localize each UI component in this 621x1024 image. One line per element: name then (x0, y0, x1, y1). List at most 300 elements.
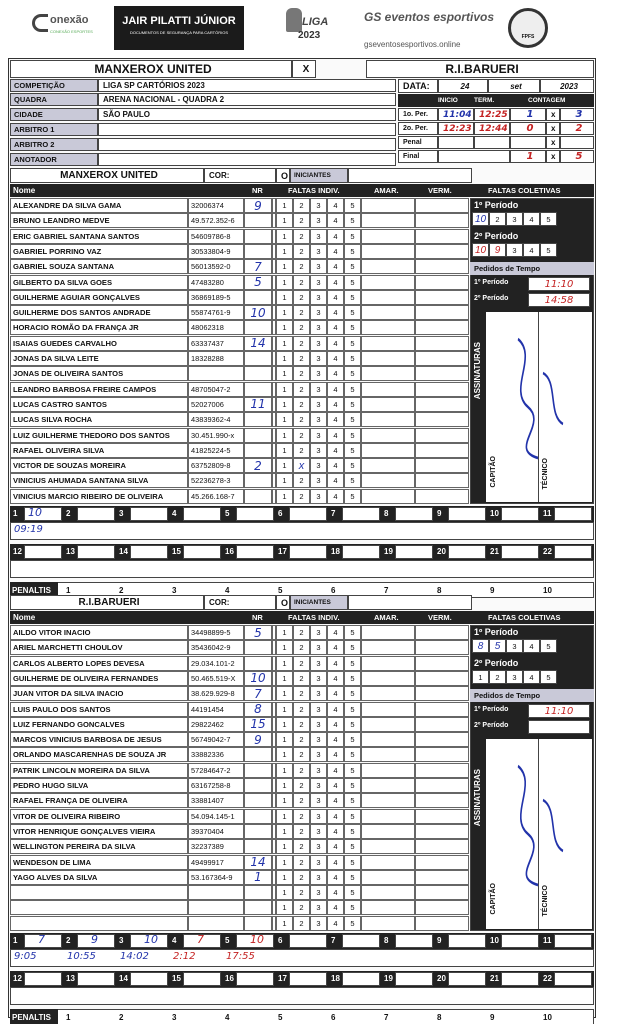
team1-foul-box: 3 (310, 382, 327, 397)
team1-player-name: RAFAEL OLIVEIRA SILVA (10, 443, 188, 458)
team2-goal-num: 7 (331, 936, 336, 945)
team2-goal-time: 17:55 (226, 951, 255, 962)
team1-player-name: GUILHERME AGUIAR GONÇALVES (10, 290, 188, 305)
team1-foul-box: 5 (344, 443, 361, 458)
team1-penalti-num: 6 (331, 586, 336, 595)
team2-amar-cell (361, 763, 415, 778)
team2-player-nr (244, 916, 272, 931)
team2-player-id: 39370404 (188, 824, 244, 839)
team1-amar-cell (361, 351, 415, 366)
team2-head-nome: Nome (13, 613, 36, 622)
team1-player-name: JONAS DE OLIVEIRA SANTOS (10, 366, 188, 381)
liga-logo-text: LIGA (302, 16, 329, 28)
team1-foul-box: 4 (327, 428, 344, 443)
team2-foul-box: 4 (327, 656, 344, 671)
team2-goal-box (554, 934, 592, 948)
team2-foul-box: 2 (293, 900, 310, 915)
team2-foul-box: 3 (310, 656, 327, 671)
team2-foul-box: 3 (310, 640, 327, 655)
team2-goal-num: 18 (331, 974, 340, 983)
team2-foul-box: 5 (344, 702, 361, 717)
team2-goal-num: 3 (119, 936, 124, 945)
team2-verm-cell (415, 763, 469, 778)
team1-player-nr (244, 351, 272, 366)
team2-col1-box: 5 (489, 639, 506, 653)
date-year: 2023 (540, 79, 594, 93)
team2-foul-box: 1 (276, 686, 293, 701)
team2-player-nr (244, 824, 272, 839)
team1-goal-num: 2 (66, 509, 71, 518)
team2-col1-box: 3 (506, 639, 523, 653)
team2-goals-strip (10, 949, 594, 967)
team2-foul-box: 5 (344, 640, 361, 655)
team1-player-nr: 2 (244, 458, 272, 473)
team1-verm-cell (415, 244, 469, 259)
team1-foul-box: 4 (327, 290, 344, 305)
team1-col1-box: 2 (489, 212, 506, 226)
team2-foul-box: 5 (344, 839, 361, 854)
team2-signature (498, 749, 588, 919)
sponsor-banner (114, 6, 244, 50)
team1-goal-num: 3 (119, 509, 124, 518)
team2-amar-cell (361, 824, 415, 839)
team1-foul-box: 5 (344, 382, 361, 397)
team1-player-nr (244, 244, 272, 259)
team1-player-name: GILBERTO DA SILVA GOES (10, 275, 188, 290)
team1-verm-cell (415, 351, 469, 366)
team1-capitao: CAPITÃO (490, 456, 497, 488)
team1-goal-box (448, 545, 486, 559)
team2-player-name: RAFAEL FRANÇA DE OLIVEIRA (10, 793, 188, 808)
cidade-value: SÃO PAULO (98, 108, 396, 121)
team2-foul-box: 3 (310, 778, 327, 793)
final-home-score: 1 (510, 150, 546, 163)
team1-player-name: VINICIUS AHUMADA SANTANA SILVA (10, 473, 188, 488)
team2-col2-box: 2 (489, 670, 506, 684)
team2-goal-num: 9 (437, 936, 442, 945)
team1-foul-box: 1 (276, 244, 293, 259)
team2-foul-box: 1 (276, 671, 293, 686)
team2-amar-cell (361, 702, 415, 717)
team2-foul-box: 5 (344, 747, 361, 762)
team1-player-name: LUIZ GUILHERME THEDORO DOS SANTOS (10, 428, 188, 443)
team2-foul-box: 4 (327, 702, 344, 717)
team2-foul-box: 1 (276, 916, 293, 931)
team1-foul-box: 3 (310, 473, 327, 488)
away-team-title: R.I.BARUERI (366, 60, 594, 78)
team2-foul-box: 2 (293, 839, 310, 854)
team1-player-nr (244, 443, 272, 458)
team2-foul-box: 5 (344, 686, 361, 701)
team1-amar-cell (361, 458, 415, 473)
team2-player-name: WENDESON DE LIMA (10, 855, 188, 870)
team2-player-nr (244, 793, 272, 808)
team1-foul-box: 5 (344, 275, 361, 290)
team2-goal-box (554, 972, 592, 986)
team1-player-nr (244, 320, 272, 335)
team2-verm-cell (415, 870, 469, 885)
team1-player-id: 30.451.990-x (188, 428, 244, 443)
team2-player-id: 29822462 (188, 717, 244, 732)
team1-goal-num: 13 (66, 547, 75, 556)
team2-foul-box: 5 (344, 900, 361, 915)
team1-foul-box: 3 (310, 320, 327, 335)
team2-foul-box: 1 (276, 763, 293, 778)
team2-foul-box: 1 (276, 885, 293, 900)
p1-end: 12:25 (474, 108, 510, 121)
team1-iniciantes: INICIANTES (290, 168, 348, 183)
team1-head-nome: Nome (13, 186, 36, 195)
team1-player-id: 36869189-5 (188, 290, 244, 305)
team1-foul-box: 5 (344, 320, 361, 335)
team2-penalti-num: 7 (384, 1013, 389, 1022)
team1-foul-box: 5 (344, 259, 361, 274)
p1-away-score: 3 (560, 108, 594, 121)
team2-penaltis-bar (10, 1009, 594, 1024)
team2-goal-box (342, 972, 380, 986)
team2-foul-box: 2 (293, 717, 310, 732)
team2-foul-box: 3 (310, 625, 327, 640)
competicao-value: LIGA SP CARTÓRIOS 2023 (98, 79, 396, 92)
team2-foul-box: 4 (327, 686, 344, 701)
team1-player-name: HORACIO ROMÃO DA FRANÇA JR (10, 320, 188, 335)
team1-foul-box: 1 (276, 489, 293, 504)
team1-verm-cell (415, 382, 469, 397)
team2-foul-box: 3 (310, 717, 327, 732)
team2-player-name: PATRIK LINCOLN MOREIRA DA SILVA (10, 763, 188, 778)
team1-foul-box: 4 (327, 244, 344, 259)
team2-pedidos-label: Pedidos de Tempo (470, 689, 594, 702)
team2-goal-num: 15 (172, 974, 181, 983)
team1-foul-box: 1 (276, 259, 293, 274)
team2-foul-box: 5 (344, 671, 361, 686)
team2-goal-box (130, 972, 168, 986)
team1-goal-box (501, 507, 539, 521)
team2-title: R.I.BARUERI (10, 595, 204, 610)
team1-foul-box: 4 (327, 382, 344, 397)
team1-col2-box: 10 (472, 243, 489, 257)
team2-verm-cell (415, 717, 469, 732)
team2-foul-box: 5 (344, 656, 361, 671)
team1-foul-box: 5 (344, 458, 361, 473)
team1-verm-cell (415, 489, 469, 504)
team2-verm-cell (415, 839, 469, 854)
team2-verm-cell (415, 656, 469, 671)
team2-foul-box: 2 (293, 809, 310, 824)
team1-foul-box: 3 (310, 198, 327, 213)
team2-verm-cell (415, 747, 469, 762)
team2-penalti-num: 8 (437, 1013, 442, 1022)
team2-player-nr: 7 (244, 686, 272, 701)
team1-col2-box: 9 (489, 243, 506, 257)
team1-player-id: 52027006 (188, 397, 244, 412)
team1-verm-cell (415, 458, 469, 473)
team2-goal-num: 8 (384, 936, 389, 945)
team2-amar-cell (361, 809, 415, 824)
team1-goal-num: 9 (437, 509, 442, 518)
team2-player-nr: 5 (244, 625, 272, 640)
team2-goal-num: 12 (13, 974, 22, 983)
team2-player-id (188, 885, 244, 900)
team1-player-id: 43839362-4 (188, 412, 244, 427)
team2-foul-box: 3 (310, 702, 327, 717)
team2-timeout1-box: 11:10 (528, 704, 590, 718)
team2-player-id (188, 916, 244, 931)
team1-player-nr (244, 489, 272, 504)
team2-goal-num: 22 (543, 974, 552, 983)
team2-timeout2-box (528, 720, 590, 734)
team1-head-faltas-col: FALTAS COLETIVAS (488, 186, 561, 195)
team1-verm-cell (415, 198, 469, 213)
team1-amar-cell (361, 397, 415, 412)
team2-player-nr: 10 (244, 671, 272, 686)
team2-verm-cell (415, 732, 469, 747)
arbitro1-value (98, 123, 396, 136)
team2-player-nr: 9 (244, 732, 272, 747)
team2-foul-box: 2 (293, 732, 310, 747)
team1-timeout1-box: 11:10 (528, 277, 590, 291)
team1-goal-box (77, 507, 115, 521)
team1-foul-box: 5 (344, 397, 361, 412)
team1-goal-box (395, 545, 433, 559)
team2-goal-num: 4 (172, 936, 177, 945)
team1-player-id: 18328288 (188, 351, 244, 366)
team1-player-id: 56013592-0 (188, 259, 244, 274)
team1-foul-box: 3 (310, 412, 327, 427)
team2-foul-box: 3 (310, 900, 327, 915)
team1-goal-num: 12 (13, 547, 22, 556)
team1-goal-box (24, 545, 62, 559)
fpfs-text: FPFS (521, 34, 535, 40)
team1-foul-box: 4 (327, 336, 344, 351)
team1-foul-box: 5 (344, 489, 361, 504)
team1-verm-cell (415, 290, 469, 305)
team2-goal-num: 21 (490, 974, 499, 983)
team1-goal-num: 1 (13, 509, 18, 518)
team2-goal-box (501, 972, 539, 986)
team1-foul-box: 5 (344, 244, 361, 259)
team2-penalti-num: 5 (278, 1013, 283, 1022)
team2-goal-num: 11 (543, 936, 552, 945)
team2-foul-box: 5 (344, 916, 361, 931)
team2-foul-box: 1 (276, 732, 293, 747)
team2-player-id: 49499917 (188, 855, 244, 870)
team2-amar-cell (361, 900, 415, 915)
team2-player-id: 54.094.145-1 (188, 809, 244, 824)
team2-foul-box: 2 (293, 916, 310, 931)
team1-goal-num: 8 (384, 509, 389, 518)
team1-verm-cell (415, 213, 469, 228)
team2-cor-circle: O (276, 595, 290, 610)
team2-goal-num: 5 (225, 936, 230, 945)
team1-col1-box: 5 (540, 212, 557, 226)
team1-player-id: 30533804-9 (188, 244, 244, 259)
team2-iniciantes: INICIANTES (290, 595, 348, 610)
team2-foul-box: 1 (276, 778, 293, 793)
team1-foul-box: 1 (276, 351, 293, 366)
team1-goals-strip (10, 522, 594, 540)
team1-goal-num: 7 (331, 509, 336, 518)
team2-player-name: JUAN VITOR DA SILVA INACIO (10, 686, 188, 701)
team1-player-nr: 9 (244, 198, 272, 213)
team1-player-nr (244, 382, 272, 397)
p2-away-score: 2 (560, 122, 594, 135)
team1-verm-cell (415, 305, 469, 320)
wifi-icon (32, 14, 48, 32)
team1-foul-box: 1 (276, 428, 293, 443)
label-data: DATA: (398, 79, 438, 93)
team2-goal-box (289, 972, 327, 986)
team1-goal-num: 21 (490, 547, 499, 556)
team2-foul-box: 2 (293, 747, 310, 762)
team1-player-id: 63752809-8 (188, 458, 244, 473)
trophy-icon (286, 8, 302, 32)
team2-foul-box: 4 (327, 717, 344, 732)
team2-foul-box: 4 (327, 625, 344, 640)
team2-periodo1-label: 1º Período (474, 627, 519, 637)
team1-verm-cell (415, 229, 469, 244)
team2-goal-num: 10 (490, 936, 499, 945)
team2-foul-box: 4 (327, 839, 344, 854)
penal-away (560, 136, 594, 149)
team2-goal-num: 2 (66, 936, 71, 945)
team1-goal-num: 17 (278, 547, 287, 556)
team2-assinaturas: ASSINATURAS (473, 769, 482, 827)
team1-col2-box: 4 (523, 243, 540, 257)
label-quadra: QUADRA (10, 93, 98, 106)
team2-foul-box: 5 (344, 763, 361, 778)
team1-foul-box: 2 (293, 320, 310, 335)
team1-penalti-num: 10 (543, 586, 552, 595)
team1-foul-box: 4 (327, 305, 344, 320)
team1-foul-box: 2 (293, 412, 310, 427)
team1-verm-cell (415, 320, 469, 335)
team2-verm-cell (415, 793, 469, 808)
team1-foul-box: 5 (344, 473, 361, 488)
team1-foul-box: x (293, 458, 310, 473)
team1-player-id: 54609786-8 (188, 229, 244, 244)
team1-amar-cell (361, 412, 415, 427)
team1-player-id: 41825224-5 (188, 443, 244, 458)
home-team-title: MANXEROX UNITED (10, 60, 292, 78)
final-start (438, 150, 510, 163)
team1-foul-box: 3 (310, 458, 327, 473)
team1-goal-box (554, 507, 592, 521)
team2-col2-box: 4 (523, 670, 540, 684)
team2-goal-box (395, 934, 433, 948)
team1-player-id (188, 366, 244, 381)
team1-foul-box: 2 (293, 443, 310, 458)
team2-foul-box: 3 (310, 671, 327, 686)
p2-start: 12:23 (438, 122, 474, 135)
team1-foul-box: 5 (344, 428, 361, 443)
team1-foul-box: 5 (344, 198, 361, 213)
team2-foul-box: 5 (344, 778, 361, 793)
team2-capitao: CAPITÃO (490, 883, 497, 915)
team2-player-nr (244, 839, 272, 854)
team2-col1-box: 8 (472, 639, 489, 653)
team1-foul-box: 1 (276, 458, 293, 473)
team1-foul-box: 1 (276, 229, 293, 244)
team2-player-name: WELLINGTON PEREIRA DA SILVA (10, 839, 188, 854)
label-penal: Penal (398, 136, 438, 149)
team2-amar-cell (361, 717, 415, 732)
team2-player-name: CARLOS ALBERTO LOPES DEVESA (10, 656, 188, 671)
team2-player-nr: 14 (244, 855, 272, 870)
team2-foul-box: 4 (327, 870, 344, 885)
team2-amar-cell (361, 686, 415, 701)
p1-start: 11:04 (438, 108, 474, 121)
label-final: Final (398, 150, 438, 163)
team1-penaltis-label: PENALTIS (10, 582, 58, 598)
final-away-score: 5 (560, 150, 594, 163)
team1-foul-box: 4 (327, 473, 344, 488)
team2-player-name (10, 916, 188, 931)
team2-goal-time: 2:12 (173, 951, 196, 962)
team2-amar-cell (361, 870, 415, 885)
team2-foul-box: 5 (344, 717, 361, 732)
team1-foul-box: 1 (276, 290, 293, 305)
team2-player-id: 29.034.101-2 (188, 656, 244, 671)
team1-tecnico: TÉCNICO (542, 458, 549, 490)
team1-foul-box: 4 (327, 229, 344, 244)
team2-foul-box: 3 (310, 809, 327, 824)
team1-amar-cell (361, 290, 415, 305)
team2-foul-box: 1 (276, 824, 293, 839)
team1-foul-box: 2 (293, 489, 310, 504)
team2-foul-box: 3 (310, 870, 327, 885)
team2-foul-box: 1 (276, 839, 293, 854)
team1-assinaturas: ASSINATURAS (473, 342, 482, 400)
team1-foul-box: 1 (276, 198, 293, 213)
team1-player-id: 52236278-3 (188, 473, 244, 488)
team1-goal-num: 22 (543, 547, 552, 556)
team2-player-name: MARCOS VINICIUS BARBOSA DE JESUS (10, 732, 188, 747)
team1-cor-circle: O (276, 168, 290, 183)
team2-col2-box: 5 (540, 670, 557, 684)
p2-home-score: 0 (510, 122, 546, 135)
team1-player-name: ERIC GABRIEL SANTANA SANTOS (10, 229, 188, 244)
team1-goal-box (236, 545, 274, 559)
team1-foul-box: 3 (310, 351, 327, 366)
team1-foul-box: 3 (310, 397, 327, 412)
team1-verm-cell (415, 473, 469, 488)
team1-goal-num: 10 (490, 509, 499, 518)
team2-cor-label: COR: (204, 595, 276, 610)
team1-player-id: 48062318 (188, 320, 244, 335)
team1-amar-cell (361, 489, 415, 504)
team1-col2-box: 5 (540, 243, 557, 257)
label-inicio: INICIO (438, 97, 458, 104)
team1-foul-box: 4 (327, 412, 344, 427)
team1-signature (498, 322, 588, 492)
team2-player-name: LUIS PAULO DOS SANTOS (10, 702, 188, 717)
team1-amar-cell (361, 198, 415, 213)
team2-foul-box: 1 (276, 625, 293, 640)
team1-foul-box: 4 (327, 458, 344, 473)
team1-head-amar: AMAR. (374, 186, 399, 195)
penal-home (510, 136, 546, 149)
team2-foul-box: 4 (327, 855, 344, 870)
team1-verm-cell (415, 259, 469, 274)
team2-player-nr: 15 (244, 717, 272, 732)
team2-player-nr (244, 640, 272, 655)
team1-player-id: 49.572.352-6 (188, 213, 244, 228)
team1-goal-num: 16 (225, 547, 234, 556)
team1-player-nr (244, 412, 272, 427)
team2-foul-box: 4 (327, 732, 344, 747)
team2-foul-box: 4 (327, 916, 344, 931)
